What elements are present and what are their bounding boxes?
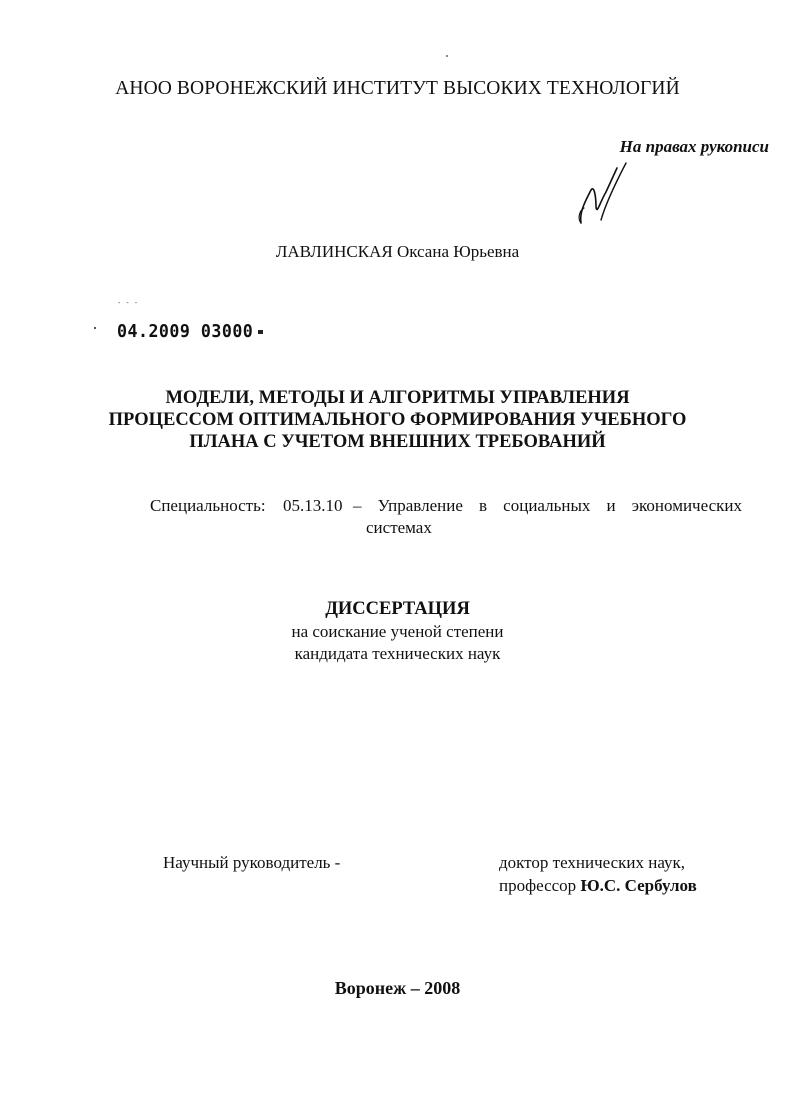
signature-stroke	[581, 168, 617, 223]
supervisor-name: Ю.С. Сербулов	[580, 876, 697, 895]
rights-note: На правах рукописи	[619, 137, 769, 156]
specialty-word: экономических	[631, 496, 742, 515]
degree-line-2: кандидата технических наук	[294, 644, 501, 663]
signature-image	[572, 160, 632, 230]
specialty-description	[353, 496, 742, 516]
specialty-word: –	[353, 496, 362, 515]
title-line: ПРОЦЕССОМ ОПТИМАЛЬНОГО ФОРМИРОВАНИЯ УЧЕБНОГО	[108, 410, 687, 430]
dissertation-heading: ДИССЕРТАЦИЯ	[325, 599, 470, 619]
scan-speck	[94, 327, 96, 329]
specialty-word: Управление	[377, 496, 463, 515]
specialty-label: Специальность:	[150, 496, 266, 515]
institute-name: АНОО ВОРОНЕЖСКИЙ ИНСТИТУТ ВЫСОКИХ ТЕХНОЛОГИЙ	[115, 78, 680, 99]
scan-speck	[446, 55, 448, 57]
specialty-word: и	[606, 496, 616, 515]
degree-line-1: на соискание ученой степени	[291, 622, 504, 641]
supervisor-degree: доктор технических наук,	[499, 853, 686, 872]
supervisor-label: Научный руководитель -	[163, 853, 341, 872]
supervisor-title: профессор	[499, 876, 577, 895]
author-name: ЛАВЛИНСКАЯ Оксана Юрьевна	[275, 242, 520, 261]
specialty-word: в	[479, 496, 488, 515]
title-line: МОДЕЛИ, МЕТОДЫ И АЛГОРИТМЫ УПРАВЛЕНИЯ	[165, 388, 630, 408]
specialty-code: 05.13.10	[283, 496, 343, 515]
stamp-dot	[258, 330, 263, 334]
dissertation-title	[0, 387, 795, 453]
specialty-word: социальных	[503, 496, 591, 515]
specialty-description-line2: системах	[366, 518, 432, 537]
title-line: ПЛАНА С УЧЕТОМ ВНЕШНИХ ТРЕБОВАНИЙ	[189, 432, 606, 452]
registration-stamp: 04.2009 03000	[117, 322, 254, 342]
signature-stroke	[601, 163, 626, 220]
city-year: Воронеж – 2008	[334, 978, 461, 998]
supervisor-name-line	[499, 876, 697, 896]
stamp-marks: - - -	[117, 299, 139, 307]
